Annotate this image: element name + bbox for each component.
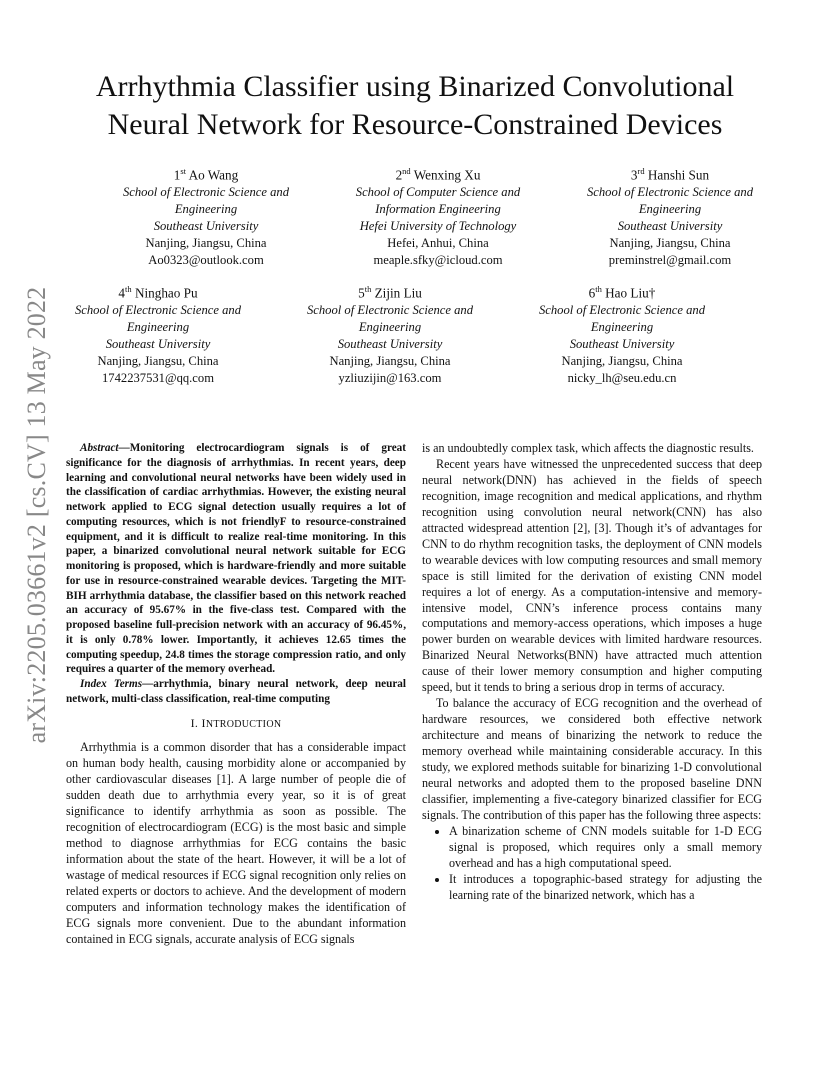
title-line-1: Arrhythmia Classifier using Binarized Convolutional bbox=[95, 70, 735, 103]
intro-paragraph-1: Arrhythmia is a common disorder that has a considerable impact on human body health, causing morbidity alone or accompanied by other cardiovascular diseases [1]. A large number of people die of sudden death due to arrhythmia every year, so it is of great significance to identify arrhythmia as soon as possible. The recognition of electrocardiogram (ECG) is the most basic and simple method to diagnose arrhythmias for ECG contains the basic information about the state of the heart. However, it will be a lot of wastage of medical resources if ECG signal recognition only relies on related experts or doctors to achieve. And the development of modern computers and information technology makes the identification of ECG signals more convenient. Due to the abundant information contained in ECG signals, accurate analysis of ECG signals bbox=[66, 740, 406, 946]
author-name: Ninghao Pu bbox=[134, 285, 198, 301]
author-email: nicky_lh@seu.edu.cn bbox=[567, 370, 677, 385]
author-name: Wenxing Xu bbox=[413, 167, 481, 183]
intro-paragraph-2: Recent years have witnessed the unprecedented success that deep neural network(DNN) has achieved in the fields of speech recognition, image recognition and medical applications, and rhythm recognition using convolution neural network(CNN) has also attracted widespread attention [2], [3]. Though it’s of advantages for CNN to do rhythm recognition tasks, the deployment of CNN models to wearable devices with low computing resources and small memory space is still limited for the derivation of existing CNN model requires a lot of energy. As a computation-intensive and memory-intensive model, CNN’s inference process contains many computations and memory-access operations, which imposes a huge power burden on wearable devices with limited hardware resources. Binarized Neural Networks(BNN) have attracted much attention cause of their lower memory consumption and higher computing speed, but it tends to bring a serious drop in terms of accuracy. bbox=[422, 456, 762, 695]
index-terms bbox=[66, 677, 406, 707]
abstract bbox=[66, 441, 406, 677]
arxiv-identifier-text: arXiv:2205.03661v2 [cs.CV] 13 May 2022 bbox=[22, 286, 51, 744]
index-terms-label: Index Terms bbox=[80, 678, 143, 690]
author-block-6: 6th Hao Liu† School of Electronic Science and Engineering Southeast University Nanjing, Jiangsu, China nicky_lh@seu.edu.cn bbox=[502, 281, 742, 387]
author-email: yzliuzijin@163.com bbox=[338, 370, 442, 385]
author-email: meaple.sfky@icloud.com bbox=[373, 252, 503, 267]
abstract-label: Abstract bbox=[80, 442, 119, 454]
author-name: Hao Liu† bbox=[605, 285, 656, 301]
intro-paragraph-3: To balance the accuracy of ECG recognition and the overhead of hardware resources, we considered both effective network architecture and means of binarizing the network to reduce the memory overhead while maintaining considerable accuracy. In this study, we explored methods suitable for binarizing 1-D convolutional neural networks and adopted them to the proposed baseline DNN classifier, implementing a five-category binarized classifier for ECG signals. The contribution of this paper has the following three aspects: bbox=[422, 696, 762, 822]
author-block-4: 4th Ninghao Pu School of Electronic Science and Engineering Southeast University Nanjing, Jiangsu, China 1742237531@qq.com bbox=[38, 281, 278, 387]
index-terms-text: —arrhythmia, binary neural network, deep neural network, multi-class classification, real-time computing bbox=[66, 678, 406, 705]
contribution-list bbox=[422, 824, 762, 904]
right-column bbox=[422, 441, 762, 904]
paper-title bbox=[40, 68, 790, 144]
author-email: Ao0323@outlook.com bbox=[148, 252, 264, 267]
contribution-item: • A binarization scheme of CNN models suitable for 1-D ECG signal is proposed, which requires only a small memory overhead and has a high computational speed. bbox=[449, 824, 762, 872]
author-block-2: 2nd Wenxing Xu School of Computer Science and Information Engineering Hefei University of Technology Hefei, Anhui, China meaple.sfky@icloud.com bbox=[318, 163, 558, 269]
abstract-text: —Monitoring electrocardiogram signals is of great significance for the diagnosis of arrhythmias. In recent years, deep learning and convolutional neural networks have been widely used in the classification of cardiac arrhythmias. However, the existing neural network applied to ECG signal detection usually requires a lot of computing resources, which is not friendlyF to resource-constrained equipment, and it is difficult to realize real-time monitoring. In this paper, a binarized convolutional neural network suitable for ECG monitoring is proposed, which is hardware-friendly and more suitable for use in resource-constrained wearable devices. Targeting the MIT-BIH arrhythmia database, the classifier based on this network reached an accuracy of 95.67% in the five-class test. Compared with the proposed baseline full-precision network with an accuracy of 96.45%, it is only 0.78% lower. Importantly, it achieves 12.65 times the computing speedup, 24.8 times the storage compression ratio, and only requires a quarter of the memory overhead. bbox=[66, 442, 406, 676]
left-column bbox=[66, 441, 406, 948]
author-block-1: 1st Ao Wang School of Electronic Science and Engineering Southeast University Nanjing, Jiangsu, China Ao0323@outlook.com bbox=[86, 163, 326, 269]
author-name: Ao Wang bbox=[188, 167, 239, 183]
author-name: Hanshi Sun bbox=[647, 167, 710, 183]
author-email: 1742237531@qq.com bbox=[102, 370, 214, 385]
contribution-item: • It introduces a topographic-based strategy for adjusting the learning rate of the binarized network, which has a bbox=[449, 872, 762, 904]
author-block-5: 5th Zijin Liu School of Electronic Science and Engineering Southeast University Nanjing, Jiangsu, China yzliuzijin@163.com bbox=[270, 281, 510, 387]
section-heading-introduction: I. INTRODUCTION bbox=[190, 715, 282, 730]
author-block-3: 3rd Hanshi Sun School of Electronic Science and Engineering Southeast University Nanjing, Jiangsu, China preminstrel@gmail.com bbox=[550, 163, 790, 269]
title-line-2: Neural Network for Resource-Constrained Devices bbox=[107, 108, 723, 141]
author-email: preminstrel@gmail.com bbox=[608, 252, 732, 267]
intro-continuation: is an undoubtedly complex task, which affects the diagnostic results. bbox=[422, 441, 754, 455]
author-name: Zijin Liu bbox=[374, 285, 422, 301]
